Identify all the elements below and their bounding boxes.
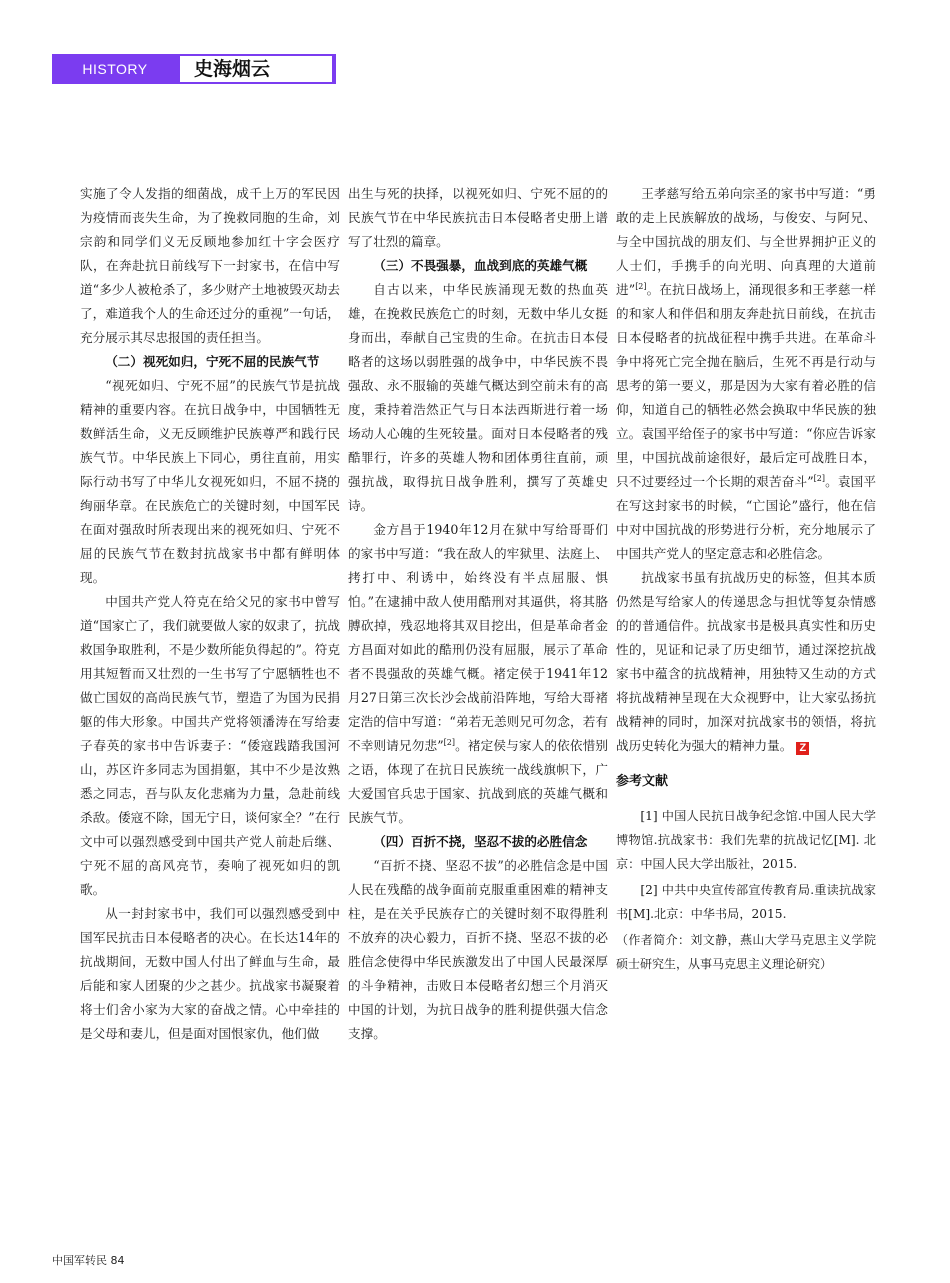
citation-marker: [2] bbox=[635, 281, 647, 291]
header-accent-bar bbox=[332, 54, 336, 84]
column-3 bbox=[616, 182, 876, 976]
paragraph bbox=[348, 518, 608, 830]
paragraph-text: 金方昌于1940年12月在狱中写给哥哥们的家书中写道：“我在敌人的牢狱里、法庭上、拷打中、利诱中，始终没有半点屈服、惧怕。”在逮捕中敌人使用酷刑对其逼供，将其胳膊砍掉，残忍地将其双目挖出，但是革命者金方昌面对如此的酷刑仍没有屈服，展示了革命者不畏强敌的英雄气概。褚定侯于1941年12月27日第三次长沙会战前沿阵地，写给大哥褚定浩的信中写道：“弟若无恙则兄可勿念，若有不幸则请兄勿悲” bbox=[348, 522, 608, 753]
reference-item: [2] 中共中央宣传部宣传教育局.重读抗战家书[M].北京：中华书局，2015. bbox=[616, 883, 876, 921]
section-heading-4: （四）百折不挠，坚忍不拔的必胜信念 bbox=[373, 834, 588, 849]
references-title: 参考文献 bbox=[616, 774, 669, 789]
section-heading-2: （二）视死如归，宁死不屈的民族气节 bbox=[105, 354, 320, 369]
section-label-chinese: 史海烟云 bbox=[178, 54, 334, 84]
paragraph-text: 王孝慈写给五弟向宗圣的家书中写道：“勇敢的走上民族解放的战场，与俊安、与阿兄、与全中国抗战的朋友们、与全世界拥护正义的人士们，手携手的向光明、向真理的大道前进” bbox=[616, 186, 876, 297]
end-mark-icon: Z bbox=[796, 742, 809, 755]
section-heading-3: （三）不畏强暴，血战到底的英雄气概 bbox=[373, 258, 588, 273]
author-bio: （作者简介：刘文静，燕山大学马克思主义学院硕士研究生，从事马克思主义理论研究） bbox=[616, 933, 876, 971]
page-footer: 中国军转民 84 bbox=[52, 1254, 125, 1267]
column-2 bbox=[348, 182, 608, 1046]
section-label-english: HISTORY bbox=[52, 54, 178, 84]
paragraph: 实施了令人发指的细菌战，成千上万的军民因为疫情而丧失生命，为了挽救同胞的生命，刘宗韵和同学们义无反顾地参加红十字会医疗队，在奔赴抗日前线写下一封家书，在信中写道“多少人被枪杀了，多少财产土地被毁灭劫去了，难道我个人的生命还过分的重视”一句话，充分展示其尽忠报国的责任担当。 bbox=[80, 186, 340, 345]
paragraph: “百折不挠、坚忍不拔”的必胜信念是中国人民在残酷的战争面前克服重重困难的精神支柱，是在关乎民族存亡的关键时刻不取得胜利不放弃的决心毅力，百折不挠、坚忍不拔的必胜信念使得中华民族激发出了中国人民最深厚的斗争精神，击败日本侵略者幻想三个月消灭中国的计划，为抗日战争的胜利提供强大信念支撑。 bbox=[348, 858, 608, 1041]
paragraph: 自古以来，中华民族涌现无数的热血英雄，在挽救民族危亡的时刻，无数中华儿女挺身而出，奉献自己宝贵的生命。在抗击日本侵略者的这场以弱胜强的战争中，中华民族不畏强敌、永不服输的英雄气概达到空前未有的高度，秉持着浩然正气与日本法西斯进行着一场场动人心魄的生死较量。面对日本侵略者的残酷罪行，许多的英雄人物和团体勇往直前，顽强抗战，取得抗日战争胜利，撰写了英雄史诗。 bbox=[348, 282, 608, 513]
column-1 bbox=[80, 182, 340, 1046]
paragraph bbox=[616, 566, 876, 758]
paragraph-text: 抗战家书虽有抗战历史的标签，但其本质仍然是写给家人的传递思念与担忧等复杂情感的的普通信件。抗战家书是极具真实性和历史性的，见证和记录了历史细节，通过深挖抗战家书中蕴含的抗战精神，用独特又生动的方式将抗战精神呈现在大众视野中，让大家弘扬抗战精神的同时，加深对抗战家书的领悟，将抗战历史转化为强大的精神力量。 bbox=[616, 570, 876, 753]
paragraph-text: 。褚定侯与家人的依依惜别之语，体现了在抗日民族统一战线旗帜下，广大爱国官兵忠于国家、抗战到底的英雄气概和民族气节。 bbox=[348, 738, 608, 825]
citation-marker: [2] bbox=[443, 737, 456, 747]
paragraph: 出生与死的抉择，以视死如归、宁死不屈的的民族气节在中华民族抗击日本侵略者史册上谱写了壮烈的篇章。 bbox=[348, 186, 608, 249]
paragraph: 中国共产党人符克在给父兄的家书中曾写道“国家亡了，我们就要做人家的奴隶了，抗战救国争取胜利，不是少数所能负得起的”。符克用其短暂而又壮烈的一生书写了宁愿牺牲也不做亡国奴的高尚民族气节，塑造了为国为民捐躯的伟大形象。中国共产党将领潘涛在写给妻子春英的家书中告诉妻子：“倭寇践踏我国河山，苏区许多同志为国捐躯，其中不少是汝熟悉之同志，吾与队友化悲痛为力量，急赴前线杀敌。倭寇不除，国无宁日，谈何家全？”在行文中可以强烈感受到中国共产党人前赴后继、宁死不屈的高风亮节，奏响了视死如归的凯歌。 bbox=[80, 594, 340, 897]
paragraph: “视死如归、宁死不屈”的民族气节是抗战精神的重要内容。在抗日战争中，中国牺牲无数鲜活生命，义无反顾维护民族尊严和践行民族气节。中华民族上下同心，勇往直前，用实际行动书写了中华儿女视死如归，不屈不挠的绚丽华章。在民族危亡的关键时刻，中国军民在面对强敌时所表现出来的视死如归、宁死不屈的民族气节在数封抗战家书中都有鲜明体现。 bbox=[80, 378, 340, 585]
section-header bbox=[52, 54, 284, 84]
paragraph-text: 。袁国平在写这封家书的时候，“亡国论”盛行，他在信中对中国抗战的形势进行分析，充分地展示了中国共产党人的坚定意志和必胜信念。 bbox=[616, 474, 876, 561]
citation-marker: [2] bbox=[813, 473, 825, 483]
paragraph bbox=[616, 182, 876, 566]
reference-item: [1] 中国人民抗日战争纪念馆.中国人民大学博物馆.抗战家书：我们先辈的抗战记忆[M]. 北京：中国人民大学出版社，2015. bbox=[616, 809, 876, 871]
paragraph-text: 。在抗日战场上，涌现很多和王孝慈一样的和家人和伴侣和朋友奔赴抗日前线，在抗击日本侵略者的抗战征程中携手共进。在革命斗争中将死亡完全抛在脑后，生死不再是行动与思考的第一要义，那是因为大家有着必胜的信仰，知道自己的牺牲必然会换取中华民族的独立。袁国平给侄子的家书中写道：“你应告诉家里，中国抗战前途很好，最后定可战胜日本，只不过要经过一个长期的艰苦奋斗” bbox=[616, 282, 876, 489]
paragraph: 从一封封家书中，我们可以强烈感受到中国军民抗击日本侵略者的决心。在长达14年的抗战期间，无数中国人付出了鲜血与生命，最后能和家人团聚的少之甚少。抗战家书凝聚着将士们舍小家为大家的奋战之情。心中牵挂的是父母和妻儿，但是面对国恨家仇，他们做 bbox=[80, 906, 340, 1041]
